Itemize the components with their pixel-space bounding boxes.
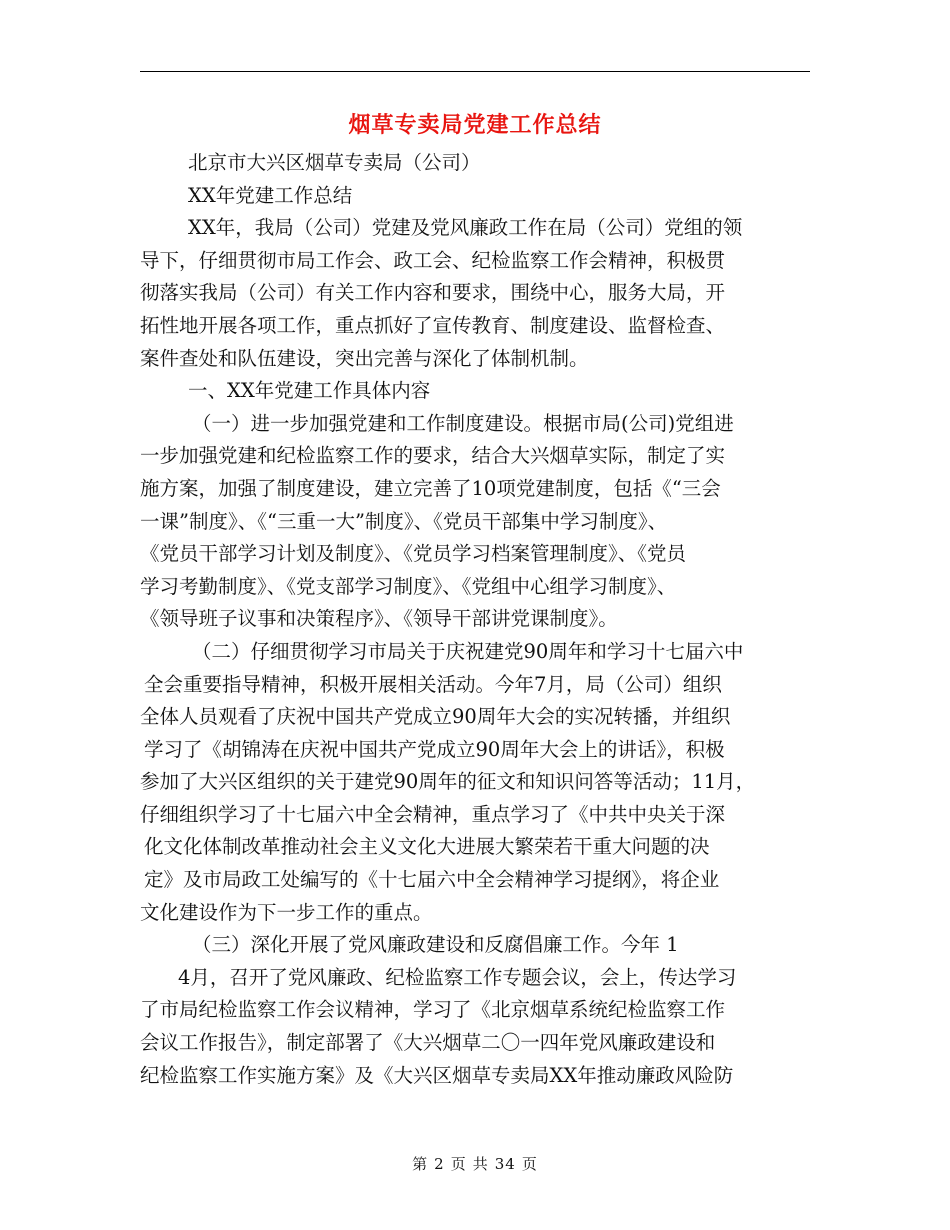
text-line: 案件查处和队伍建设，突出完善与深化了体制机制。	[140, 346, 589, 370]
text-line: （三）深化开展了党风廉政建设和反腐倡廉工作。今年 1	[192, 933, 679, 957]
text-line: 4月，召开了党风廉政、纪检监察工作专题会议，会上，传达学习	[178, 965, 737, 989]
text-line: （二）仔细贯彻学习市局关于庆祝建党90周年和学习十七届六中	[192, 639, 744, 663]
text-line: （一）进一步加强党建和工作制度建设。根据市局(公司)党组进	[192, 411, 734, 435]
text-line: 全会重要指导精神，积极开展相关活动。今年7月，局（公司）组织	[144, 672, 722, 696]
text-line: 一课”制度》、《“三重一大”制度》、《党员干部集中学习制度》、	[140, 509, 668, 533]
text-line: 化文化体制改革推动社会主义文化大进展大繁荣若干重大问题的决	[144, 835, 710, 859]
text-line: XX年党建工作总结	[188, 183, 353, 207]
text-line: 施方案，加强了制度建设，建立完善了10项党建制度，包括《“三会	[140, 476, 721, 500]
text-line: 一、XX年党建工作具体内容	[188, 379, 431, 403]
text-line: 彻落实我局（公司）有关工作内容和要求，围绕中心，服务大局，开	[140, 281, 726, 305]
document-title: 烟草专卖局党建工作总结	[348, 112, 602, 138]
text-line: 学习了《胡锦涛在庆祝中国共产党成立90周年大会上的讲话》，积极	[144, 737, 725, 761]
text-line: 会议工作报告》，制定部署了《大兴烟草二〇一四年党风廉政建设和	[140, 1031, 716, 1055]
page-number: 2	[434, 1155, 445, 1173]
total-pages: 34	[494, 1155, 516, 1173]
footer-prefix: 第	[412, 1155, 429, 1173]
text-line: 定》及市局政工处编写的《十七届六中全会精神学习提纲》，将企业	[144, 868, 720, 892]
text-line: 《领导班子议事和决策程序》、《领导干部讲党课制度》。	[140, 607, 618, 631]
footer-total-prefix: 共	[472, 1155, 489, 1173]
text-line: 导下，仔细贯彻市局工作会、政工会、纪检监察工作会精神，积极贯	[140, 248, 726, 272]
text-line: XX年，我局（公司）党建及党风廉政工作在局（公司）党组的领	[188, 216, 743, 240]
footer-total-unit: 页	[521, 1155, 538, 1173]
text-line: 纪检监察工作实施方案》及《大兴区烟草专卖局XX年推动廉政风险防	[140, 1063, 734, 1087]
footer-page-unit: 页	[450, 1155, 467, 1173]
text-line: 文化建设作为下一步工作的重点。	[140, 900, 433, 924]
text-line: 仔细组织学习了十七届六中全会精神，重点学习了《中共中央关于深	[140, 802, 726, 826]
text-line: 学习考勤制度》、《党支部学习制度》、《党组中心组学习制度》、	[140, 574, 677, 598]
document-body	[140, 147, 814, 1092]
header-rule	[140, 71, 810, 72]
text-line: 参加了大兴区组织的关于建党90周年的征文和知识问答等活动；11月，	[140, 770, 756, 794]
text-line: 《党员干部学习计划及制度》、《党员学习档案管理制度》、《党员	[140, 542, 687, 566]
text-line: 拓性地开展各项工作，重点抓好了宣传教育、制度建设、监督检查、	[140, 313, 726, 337]
text-line: 了市局纪检监察工作会议精神，学习了《北京烟草系统纪检监察工作	[140, 998, 726, 1022]
text-line: 全体人员观看了庆祝中国共产党成立90周年大会的实况转播，并组织	[140, 705, 731, 729]
text-line: 一步加强党建和纪检监察工作的要求，结合大兴烟草实际，制定了实	[140, 444, 726, 468]
page-footer	[0, 1153, 950, 1174]
text-line: 北京市大兴区烟草专卖局（公司）	[188, 151, 481, 174]
